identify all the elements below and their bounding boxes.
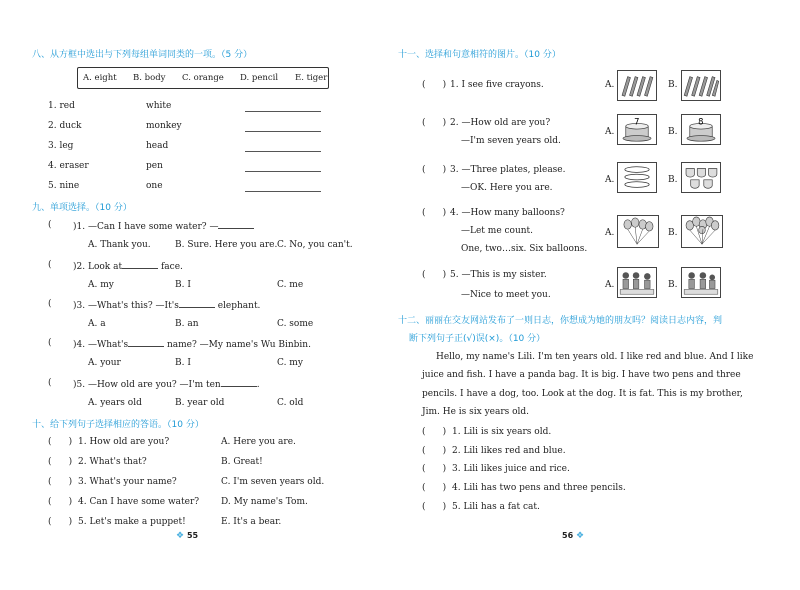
s11-q1-line1: 1. I see five crayons. <box>450 80 544 90</box>
s11-q2-line1: 2. —How old are you? <box>450 118 551 128</box>
s9-q5-opt-c: C. old <box>277 398 304 408</box>
paren-open: ( <box>48 299 52 309</box>
s10-a5: E. It's a bear. <box>221 517 282 527</box>
option-b-label: B. <box>668 127 678 137</box>
option-a-label: A. <box>605 228 615 238</box>
option-d: D. pencil <box>240 73 279 83</box>
blank[interactable] <box>221 378 257 387</box>
s11-q5-line1: 5. —This is my sister. <box>450 270 547 280</box>
s9-q1-opt-c: C. No, you can't. <box>277 240 353 250</box>
svg-text:7: 7 <box>634 116 640 127</box>
crayons-icon[interactable] <box>617 70 657 101</box>
s10-q3: 3. What's your name? <box>78 477 177 487</box>
s8-row4-word2: pen <box>146 161 163 171</box>
leaf-icon: ❖ <box>176 531 185 541</box>
paren-blank: ( ) <box>422 80 447 90</box>
balloons-icon[interactable] <box>681 215 723 248</box>
option-b-label: B. <box>668 80 678 90</box>
s8-row2-word2: monkey <box>146 121 182 131</box>
paren-blank: ( ) <box>48 437 73 447</box>
diary-line2: juice and fish. I have a panda bag. It is big. I have two pens and three <box>422 370 741 380</box>
s10-a1: A. Here you are. <box>221 437 296 447</box>
s11-q4-line1: 4. —How many balloons? <box>450 208 565 218</box>
s10-q4: 4. Can I have some water? <box>78 497 200 507</box>
s9-q3-opt-a: A. a <box>88 319 106 329</box>
answer-line <box>245 171 321 172</box>
s10-a4: D. My name's Tom. <box>221 497 308 507</box>
s9-q4-opt-a: A. your <box>88 358 121 368</box>
option-b-label: B. <box>668 280 678 290</box>
s9-q2-opt-a: A. my <box>88 280 114 290</box>
s9-q2-opt-c: C. me <box>277 280 304 290</box>
plates-icon[interactable] <box>617 162 657 193</box>
answer-line <box>245 191 321 192</box>
answer-line <box>245 131 321 132</box>
paren-blank: ( ) <box>422 427 447 437</box>
paren-blank: ( ) <box>422 165 447 175</box>
s8-row1-word2: white <box>146 101 172 111</box>
s10-q5: 5. Let's make a puppet! <box>78 517 186 527</box>
svg-text:8: 8 <box>698 116 704 127</box>
cups-icon[interactable] <box>681 162 721 193</box>
s9-q5-opt-a: A. years old <box>88 398 142 408</box>
s9-q1: )1. —Can I have some water? — <box>73 220 254 232</box>
section-10-title: 十、给下列句子选择相应的答语。（10 分） <box>32 420 204 430</box>
s9-q3-opt-b: B. an <box>175 319 199 329</box>
s9-q4-opt-b: B. I <box>175 358 191 368</box>
option-a-label: A. <box>605 175 615 185</box>
s11-q3-line2: —OK. Here you are. <box>461 183 553 193</box>
section-12-title-line2: 断下列句子正(√)误(×)。（10 分） <box>409 334 546 344</box>
option-b-label: B. <box>668 175 678 185</box>
s8-row1-word: 1. red <box>48 101 75 111</box>
cake-icon[interactable] <box>681 114 721 145</box>
s10-q2: 2. What's that? <box>78 457 147 467</box>
s9-q1-opt-b: B. Sure. Here you are. <box>175 240 278 250</box>
s9-q5-opt-b: B. year old <box>175 398 225 408</box>
people-icon[interactable] <box>681 267 721 298</box>
diary-line1: Hello, my name's Lili. I'm ten years old. I like red and blue. And I like <box>436 352 754 362</box>
option-b-label: B. <box>668 228 678 238</box>
balloons-icon[interactable] <box>617 215 659 248</box>
paren-blank: ( ) <box>422 446 447 456</box>
cake-icon[interactable] <box>617 114 657 145</box>
paren-open: ( <box>48 260 52 270</box>
s9-q3-opt-c: C. some <box>277 319 314 329</box>
paren-blank: ( ) <box>422 464 447 474</box>
s11-q5-line2: —Nice to meet you. <box>461 290 551 300</box>
people-icon[interactable] <box>617 267 657 298</box>
page-number-left: ❖ 55 <box>176 531 199 541</box>
s12-row3: 3. Lili likes juice and rice. <box>452 464 570 474</box>
s9-q2: )2. Look at face. <box>73 262 183 272</box>
option-b: B. body <box>133 73 166 83</box>
diary-line4: Jim. He is six years old. <box>422 407 530 417</box>
section-8-title: 八、从方框中选出与下列每组单词同类的一项。（5 分） <box>32 50 253 60</box>
paren-blank: ( ) <box>48 477 73 487</box>
option-a-label: A. <box>605 127 615 137</box>
word-options-box <box>77 67 329 89</box>
paren-open: ( <box>48 338 52 348</box>
s8-row4-word: 4. eraser <box>48 161 89 171</box>
blank[interactable] <box>128 338 164 347</box>
diary-line3: pencils. I have a dog, too. Look at the dog. It is fat. This is my brother, <box>422 389 743 399</box>
option-a-label: A. <box>605 280 615 290</box>
s8-row3-word2: head <box>146 141 169 151</box>
paren-blank: ( ) <box>48 517 73 527</box>
s9-q1-opt-a: A. Thank you. <box>88 240 151 250</box>
leaf-icon: ❖ <box>576 531 585 541</box>
s11-q4-line3: One, two…six. Six balloons. <box>461 244 588 254</box>
s11-q3-line1: 3. —Three plates, please. <box>450 165 566 175</box>
s10-q1: 1. How old are you? <box>78 437 170 447</box>
page-number-right: 56 ❖ <box>562 531 585 541</box>
paren-blank: ( ) <box>422 270 447 280</box>
option-a: A. eight <box>83 73 117 83</box>
s11-q2-line2: —I'm seven years old. <box>461 136 561 146</box>
s9-q4: )4. —What's name? —My name's Wu Binbin. <box>73 340 311 350</box>
option-e: E. tiger <box>295 73 328 83</box>
paren-blank: ( ) <box>422 118 447 128</box>
s8-row2-word: 2. duck <box>48 121 82 131</box>
paren-blank: ( ) <box>422 208 447 218</box>
answer-line <box>245 111 321 112</box>
s9-q3: )3. —What's this? —It's elephant. <box>73 301 261 311</box>
s11-q4-line2: —Let me count. <box>461 226 534 236</box>
section-12-title-line1: 十二、丽丽在交友网站发布了一则日志，你想成为她的朋友吗？阅读日志内容，判 <box>398 316 723 326</box>
s10-a2: B. Great! <box>221 457 263 467</box>
paren-blank: ( ) <box>48 497 73 507</box>
s10-a3: C. I'm seven years old. <box>221 477 325 487</box>
s12-row2: 2. Lili likes red and blue. <box>452 446 566 456</box>
s12-row5: 5. Lili has a fat cat. <box>452 502 540 512</box>
option-a-label: A. <box>605 80 615 90</box>
s8-row5-word: 5. nine <box>48 181 80 191</box>
section-9-title: 九、单项选择。（10 分） <box>32 203 132 213</box>
section-11-title: 十一、选择和句意相符的图片。（10 分） <box>398 50 561 60</box>
paren-blank: ( ) <box>48 457 73 467</box>
s9-q2-opt-b: B. I <box>175 280 191 290</box>
s9-q4-opt-c: C. my <box>277 358 303 368</box>
paren-blank: ( ) <box>422 483 447 493</box>
answer-line <box>245 151 321 152</box>
paren-blank: ( ) <box>422 502 447 512</box>
option-c: C. orange <box>182 73 224 83</box>
blank[interactable] <box>179 299 215 308</box>
s8-row5-word2: one <box>146 181 163 191</box>
paren-open: ( <box>48 220 52 230</box>
blank[interactable] <box>122 260 158 269</box>
paren-open: ( <box>48 378 52 388</box>
crayons-icon[interactable] <box>681 70 721 101</box>
s8-row3-word: 3. leg <box>48 141 74 151</box>
s12-row4: 4. Lili has two pens and three pencils. <box>452 483 626 493</box>
s12-row1: 1. Lili is six years old. <box>452 427 552 437</box>
s9-q5: )5. —How old are you? —I'm ten . <box>73 380 260 390</box>
blank[interactable] <box>218 220 254 229</box>
